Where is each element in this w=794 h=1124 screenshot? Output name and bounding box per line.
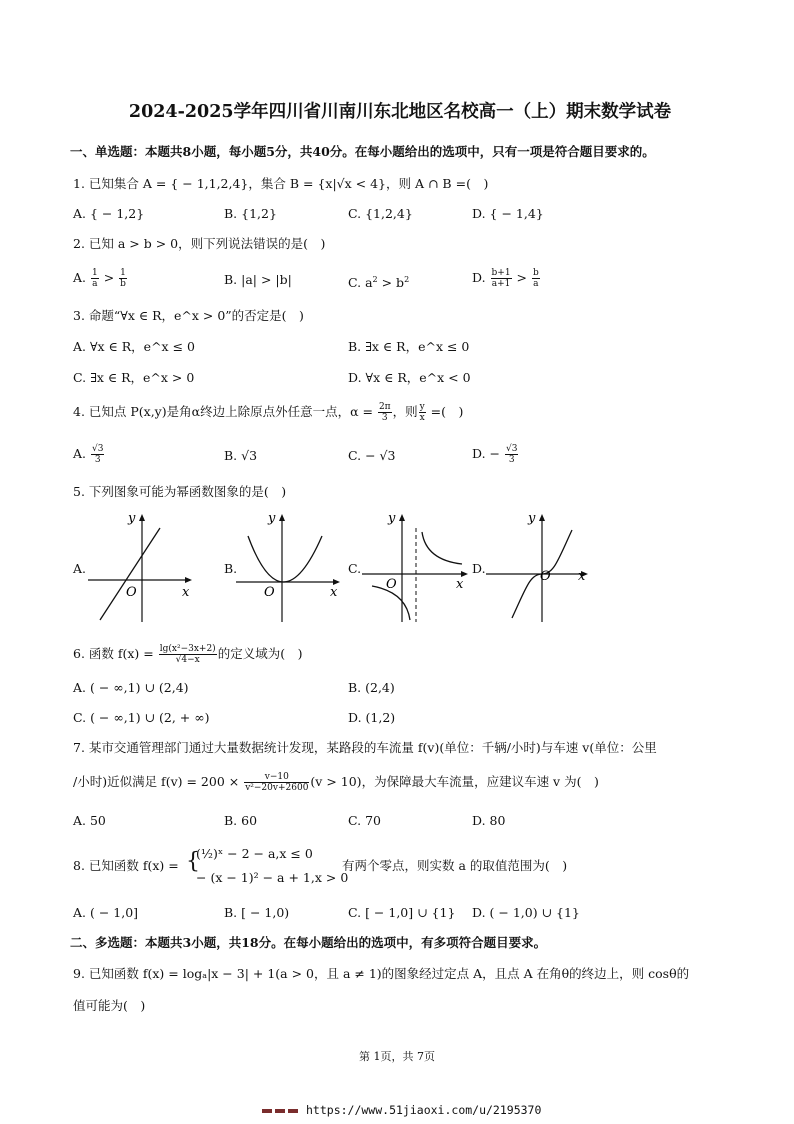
question-3-option-b: B. ∃x ∈ R，e^x ≤ 0 xyxy=(348,339,470,354)
question-4-option-b: B. √3 xyxy=(224,448,258,463)
svg-text:x: x xyxy=(456,577,464,592)
question-8-case-1: (½)ˣ − 2 − a,x ≤ 0 xyxy=(196,846,313,861)
question-5-stem: 5. 下列图象可能为幂函数图象的是( ) xyxy=(73,484,287,499)
question-7-option-a: A. 50 xyxy=(73,813,106,828)
svg-text:O: O xyxy=(126,585,137,600)
svg-text:x: x xyxy=(330,585,338,600)
brace-icon: { xyxy=(186,849,200,874)
question-3-option-d: D. ∀x ∈ R，e^x < 0 xyxy=(348,370,471,385)
graph-c xyxy=(362,508,474,624)
question-7-option-d: D. 80 xyxy=(472,813,506,828)
question-5-option-d: D. xyxy=(472,561,486,576)
svg-text:y: y xyxy=(388,511,396,526)
svg-text:O: O xyxy=(264,585,275,600)
question-4-option-c: C. − √3 xyxy=(348,448,396,463)
section-heading-multiple-choice: 二、多选题：本题共3小题，共18分。在每小题给出的选项中，有多项符合题目要求。 xyxy=(70,935,547,950)
section-heading-single-choice: 一、单选题：本题共8小题，每小题5分，共40分。在每小题给出的选项中，只有一项是符合题目要求的。 xyxy=(70,144,655,159)
question-4-option-d: D. − $\frac{√3}{3}$ xyxy=(472,444,518,465)
question-5-option-b: B. xyxy=(224,561,238,576)
question-2-stem: 2. 已知 a > b > 0，则下列说法错误的是( ) xyxy=(73,236,326,251)
watermark-url[interactable]: https://www.51jiaoxi.com/u/2195370 xyxy=(306,1103,542,1117)
question-8-option-d: D. ( − 1,0) ∪ {1} xyxy=(472,905,580,920)
svg-text:O: O xyxy=(386,577,397,592)
question-1-option-d: D. { − 1,4} xyxy=(472,206,544,221)
question-8-stem-suffix: 有两个零点，则实数 a 的取值范围为( ) xyxy=(342,858,568,873)
question-6-option-d: D. (1,2) xyxy=(348,710,396,725)
question-6-option-c: C. ( − ∞,1) ∪ (2, + ∞) xyxy=(73,710,210,725)
svg-text:x: x xyxy=(578,569,586,584)
graph-d xyxy=(486,508,598,624)
question-4-stem: 4. 已知点 P(x,y)是角α终边上除原点外任意一点，α = $\frac{2\pi}{3}$ ，则 $\frac{y}{x}$ =( ) xyxy=(73,402,464,423)
question-1-option-a: A. { − 1,2} xyxy=(73,206,145,221)
question-8-option-c: C. [ − 1,0] ∪ {1} xyxy=(348,905,456,920)
question-7-line-1: 7. 某市交通管理部门通过大量数据统计发现，某路段的车流量 f(v)(单位：千辆/小时)与车速 v(单位：公里 xyxy=(73,740,657,755)
svg-text:y: y xyxy=(528,511,536,526)
question-6-stem: 6. 函数 f(x) = $\frac{\text{lg(x²−3x+2)}}{√4-x}$ 的定义域为( ) xyxy=(73,644,303,665)
question-9-line-2: 值可能为( ) xyxy=(73,998,146,1013)
svg-text:y: y xyxy=(128,511,136,526)
question-2-option-d: D. $\frac{b+1}{a+1}$ > $\frac{b}{a}$ xyxy=(472,268,539,289)
question-5-option-c: C. xyxy=(348,561,362,576)
question-8-stem-prefix: 8. 已知函数 f(x) = xyxy=(73,858,179,873)
question-6-option-a: A. ( − ∞,1) ∪ (2,4) xyxy=(73,680,189,695)
question-2-option-b: B. |a| > |b| xyxy=(224,272,292,287)
question-4-option-a: A. $\frac{√3}{3}$ xyxy=(73,444,104,465)
svg-text:y: y xyxy=(268,511,276,526)
question-7-option-b: B. 60 xyxy=(224,813,258,828)
question-7-option-c: C. 70 xyxy=(348,813,381,828)
graph-b xyxy=(236,508,346,624)
watermark-logo-icon xyxy=(262,1106,300,1116)
question-1-option-b: B. {1,2} xyxy=(224,206,277,221)
question-8-option-b: B. [ − 1,0) xyxy=(224,905,290,920)
question-8-option-a: A. ( − 1,0] xyxy=(73,905,139,920)
svg-text:x: x xyxy=(182,585,190,600)
question-3-option-a: A. ∀x ∈ R，e^x ≤ 0 xyxy=(73,339,195,354)
question-5-option-a: A. xyxy=(73,561,87,576)
question-3-stem: 3. 命题“∀x ∈ R，e^x > 0”的否定是( ) xyxy=(73,308,304,323)
question-9-line-1: 9. 已知函数 f(x) = logₐ|x − 3| + 1(a > 0，且 a ≠ 1)的图象经过定点 A，且点 A 在角θ的终边上，则 cosθ的 xyxy=(73,966,690,981)
question-6-option-b: B. (2,4) xyxy=(348,680,395,695)
question-7-line-2: /小时)近似满足 f(v) = 200 × $\frac{v-10}{\text{v²−20v+2600}}$ (v > 10)，为保障最大车流量，应建议车速 v 为( ) xyxy=(73,772,599,793)
question-1-option-c: C. {1,2,4} xyxy=(348,206,413,221)
question-2-option-c: C. $a^2 > b^2$ xyxy=(348,275,410,291)
question-2-option-a: A. $\frac{1}{a}$ > $\frac{1}{b}$ xyxy=(73,268,126,289)
page-footer: 第 1页，共 7页 xyxy=(359,1050,435,1063)
question-1-stem: 1. 已知集合 A = { − 1,1,2,4}，集合 B = {x|√x < 4}，则 A ∩ B =( ) xyxy=(73,176,489,191)
svg-text:O: O xyxy=(540,569,551,584)
graph-a xyxy=(88,508,198,624)
question-3-option-c: C. ∃x ∈ R，e^x > 0 xyxy=(73,370,195,385)
question-8-case-2: − (x − 1)² − a + 1,x > 0 xyxy=(196,870,349,885)
page-title: 2024-2025学年四川省川南川东北地区名校高一（上）期末数学试卷 xyxy=(128,102,672,122)
